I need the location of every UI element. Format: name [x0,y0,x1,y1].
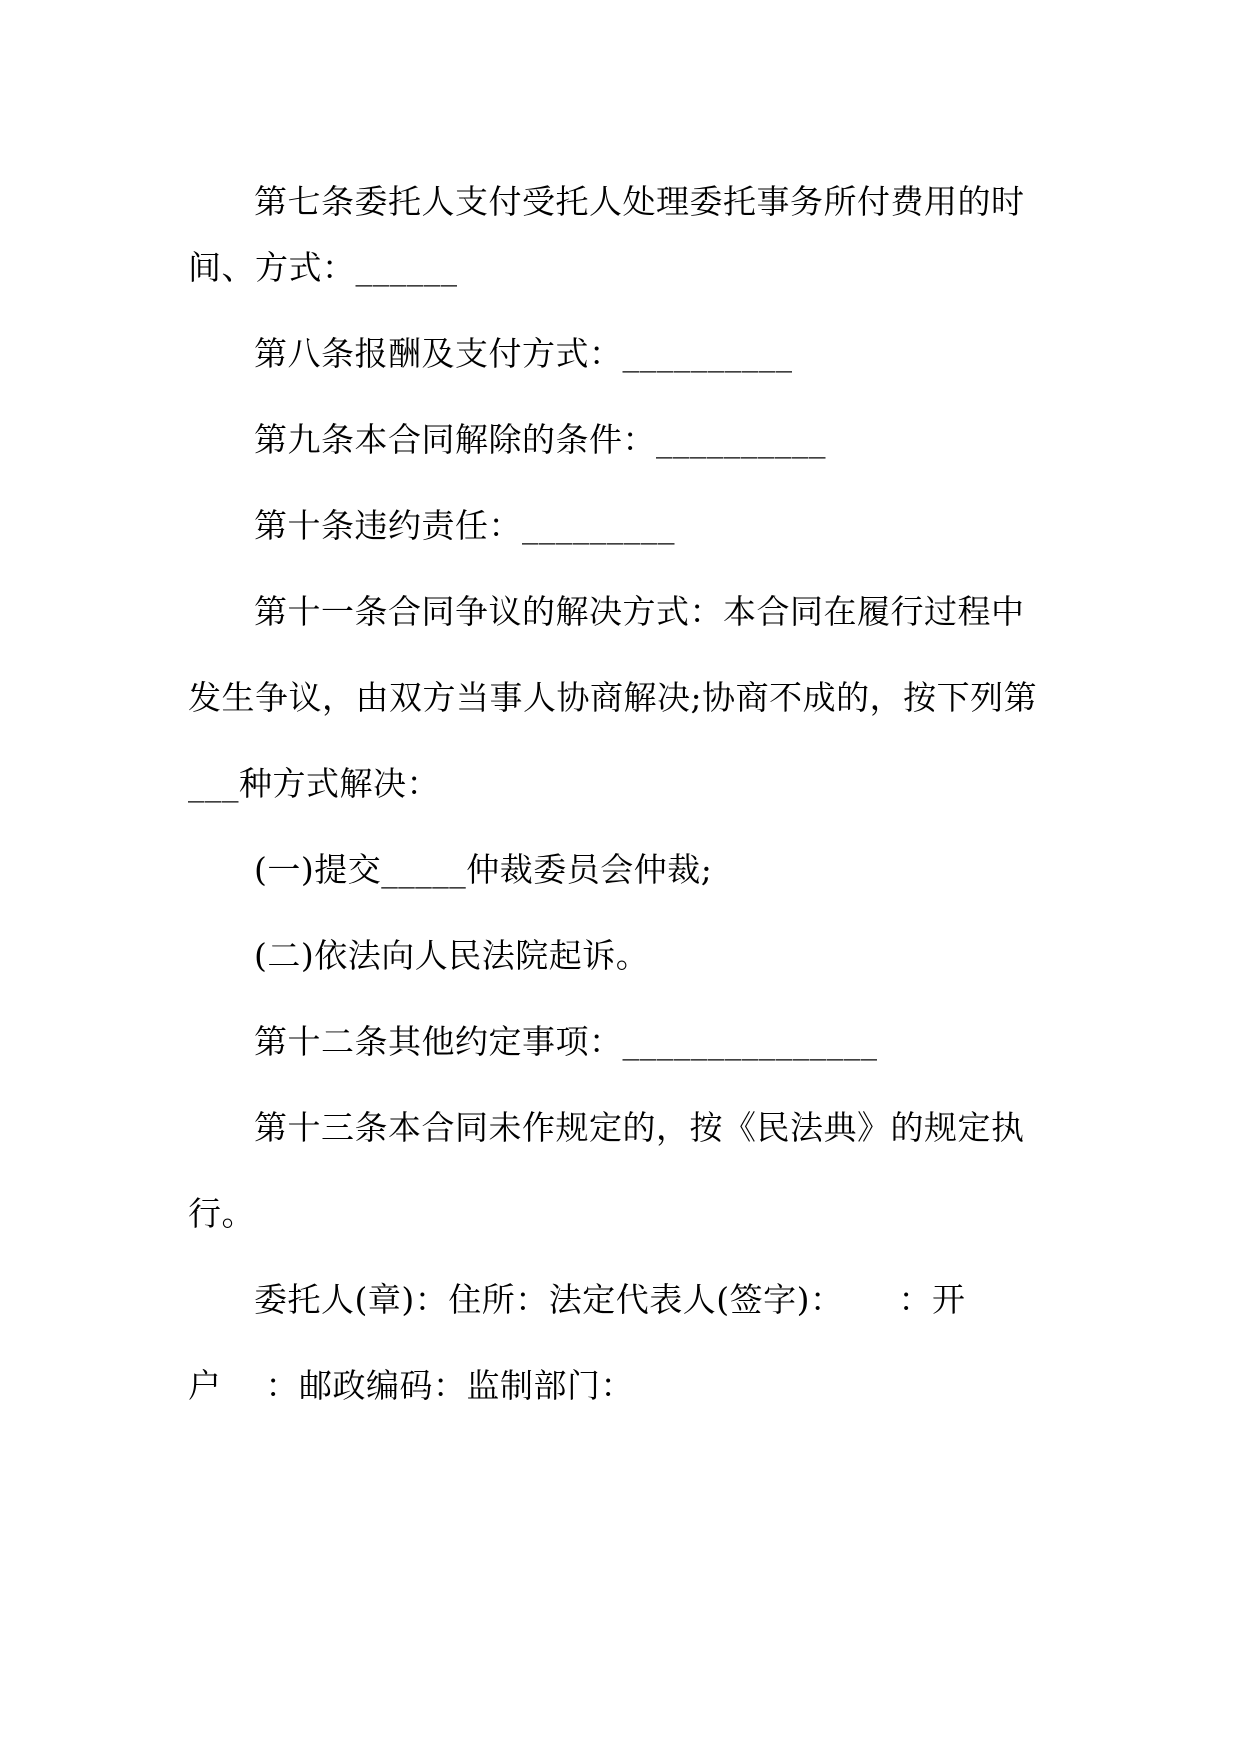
article-9: 第九条本合同解除的条件：__________ [254,420,826,459]
option-2: (二)依法向人民法院起诉。 [254,936,650,975]
article-13-line-2: 行。 [188,1194,255,1233]
article-7-line-1: 第七条委托人支付受托人处理委托事务所付费用的时 [254,182,1025,221]
article-11-line-3: ___种方式解决： [188,764,440,803]
signature-line-1: 委托人(章)：住所：法定代表人(签字)： ：开 [254,1280,966,1319]
article-13-line-1: 第十三条本合同未作规定的，按《民法典》的规定执 [254,1108,1025,1147]
signature-line-2: 户 ：邮政编码：监制部门： [188,1366,634,1405]
article-8: 第八条报酬及支付方式：__________ [254,334,793,373]
article-7-line-2: 间、方式：______ [188,248,458,287]
article-12: 第十二条其他约定事项：_______________ [254,1022,878,1061]
article-11-line-1: 第十一条合同争议的解决方式：本合同在履行过程中 [254,592,1025,631]
article-10: 第十条违约责任：_________ [254,506,675,545]
article-11-line-2: 发生争议，由双方当事人协商解决;协商不成的，按下列第 [188,678,1038,717]
option-1: (一)提交_____仲裁委员会仲裁; [254,850,713,889]
